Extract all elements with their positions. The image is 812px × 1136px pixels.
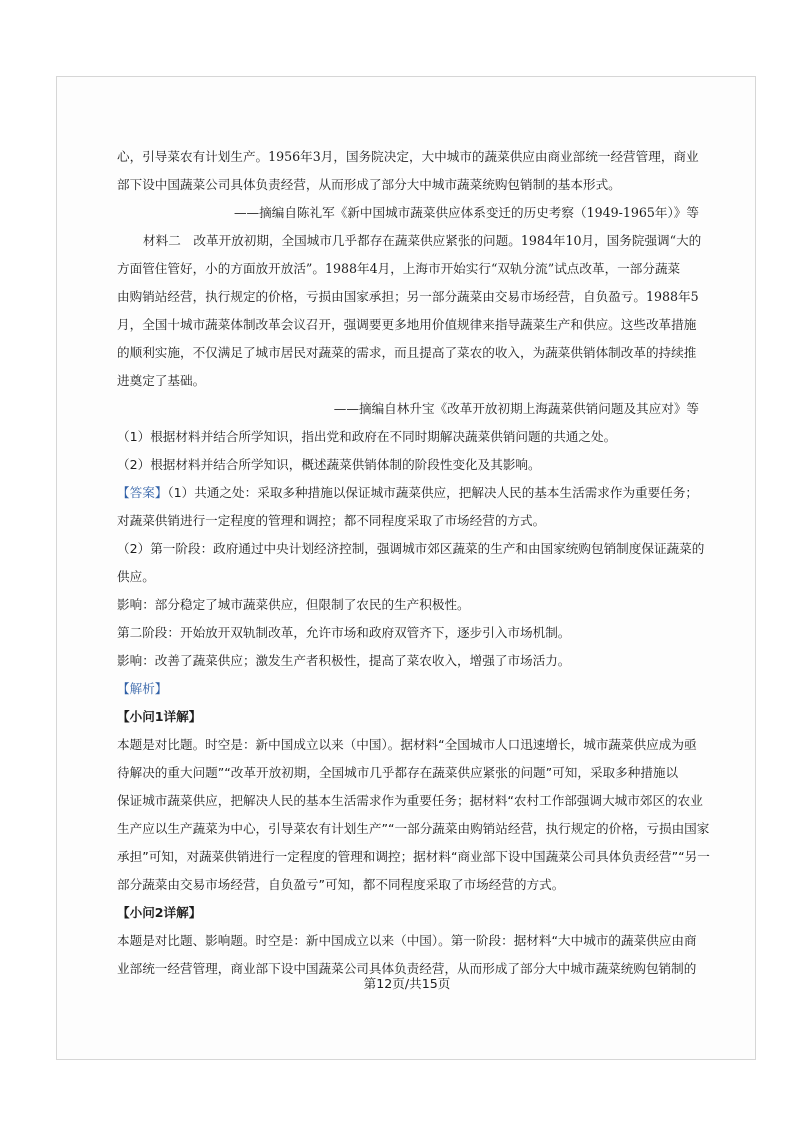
question-two: （2）根据材料并结合所学知识，概述蔬菜供销体制的阶段性变化及其影响。 <box>117 457 541 472</box>
answer-line: （2）第一阶段：政府通过中央计划经济控制，强调城市郊区蔬菜的生产和由国家统购包销制度保证蔬菜的 <box>117 541 705 556</box>
analysis-line: 待解决的重大问题”“改革开放初期，全国城市几乎都存在蔬菜供应紧张的问题”可知，采取多种措施以 <box>117 765 679 780</box>
answer-line <box>117 479 701 507</box>
answer-line: 影响：改善了蔬菜供应；激发生产者积极性，提高了菜农收入，增强了市场活力。 <box>117 653 571 668</box>
page-body <box>117 143 710 983</box>
analysis-line: 部分蔬菜由交易市场经营，自负盈亏”可知，都不同程度采取了市场经营的方式。 <box>117 877 565 892</box>
material-line: 部下设中国蔬菜公司具体负责经营，从而形成了部分大中城市蔬菜统购包销制的基本形式。 <box>117 177 621 192</box>
material-two-line: 的顺利实施，不仅满足了城市居民对蔬菜的需求，而且提高了菜农的收入，为蔬菜供销体制改革的持续推 <box>117 345 697 360</box>
analysis-label: 【解析】 <box>117 681 168 696</box>
answer-text: （1）共通之处：采取多种措施以保证城市蔬菜供应，把解决人民的基本生活需求作为重要任务； <box>167 485 699 500</box>
material-line: 心，引导菜农有计划生产。1956年3月，国务院决定，大中城市的蔬菜供应由商业部统一经营管理，商业 <box>117 149 699 164</box>
subquestion-one-title: 【小问1详解】 <box>117 709 202 724</box>
answer-line: 第二阶段：开始放开双轨制改革，允许市场和政府双管齐下，逐步引入市场机制。 <box>117 625 571 640</box>
analysis-line: 业部统一经营管理，商业部下设中国蔬菜公司具体负责经营，从而形成了部分大中城市蔬菜统购包销制的 <box>117 961 697 976</box>
material-two-line: 由购销站经营，执行规定的价格，亏损由国家承担；另一部分蔬菜由交易市场经营，自负盈亏。1988年5 <box>117 289 699 304</box>
material-two-line: 进奠定了基础。 <box>117 373 206 388</box>
analysis-line: 本题是对比题、影响题。时空是：新中国成立以来（中国）。第一阶段：据材料“大中城市的蔬菜供应由商 <box>117 933 697 948</box>
material-two-line: 月，全国十城市蔬菜体制改革会议召开，强调要更多地用价值规律来指导蔬菜生产和供应。这些改革措施 <box>117 317 697 332</box>
answer-line: 影响：部分稳定了城市蔬菜供应，但限制了农民的生产积极性。 <box>117 597 470 612</box>
analysis-line: 生产应以生产蔬菜为中心，引导菜农有计划生产”“一部分蔬菜由购销站经营，执行规定的价格，亏损由国家 <box>117 821 710 836</box>
answer-line: 对蔬菜供销进行一定程度的管理和调控；都不同程度采取了市场经营的方式。 <box>117 513 546 528</box>
material-source: ——摘编自林升宝《改革开放初期上海蔬菜供销问题及其应对》等 <box>333 401 699 416</box>
material-two-line: 材料二 改革开放初期，全国城市几乎都存在蔬菜供应紧张的问题。1984年10月，国务院强调“大的 <box>143 233 702 248</box>
analysis-line: 保证城市蔬菜供应，把解决人民的基本生活需求作为重要任务；据材料“农村工作部强调大城市郊区的农业 <box>117 793 703 808</box>
page-number: 第12页/共15页 <box>363 976 451 991</box>
material-two-line: 方面管住管好，小的方面放开放活”。1988年4月，上海市开始实行“双轨分流”试点改革，一部分蔬菜 <box>117 261 681 276</box>
subquestion-two-title: 【小问2详解】 <box>117 905 202 920</box>
material-source: ——摘编自陈礼军《新中国城市蔬菜供应体系变迁的历史考察（1949-1965年）》等 <box>233 205 699 220</box>
document-page <box>56 76 756 1060</box>
answer-line: 供应。 <box>117 569 155 584</box>
analysis-line: 本题是对比题。时空是：新中国成立以来（中国）。据材料“全国城市人口迅速增长，城市蔬菜供应成为亟 <box>117 737 697 752</box>
analysis-line: 承担”可知，对蔬菜供销进行一定程度的管理和调控；据材料“商业部下设中国蔬菜公司具体负责经营”“另一 <box>117 849 710 864</box>
question-one: （1）根据材料并结合所学知识，指出党和政府在不同时期解决蔬菜供销问题的共通之处。 <box>117 429 617 444</box>
answer-label: 【答案】 <box>117 485 168 500</box>
